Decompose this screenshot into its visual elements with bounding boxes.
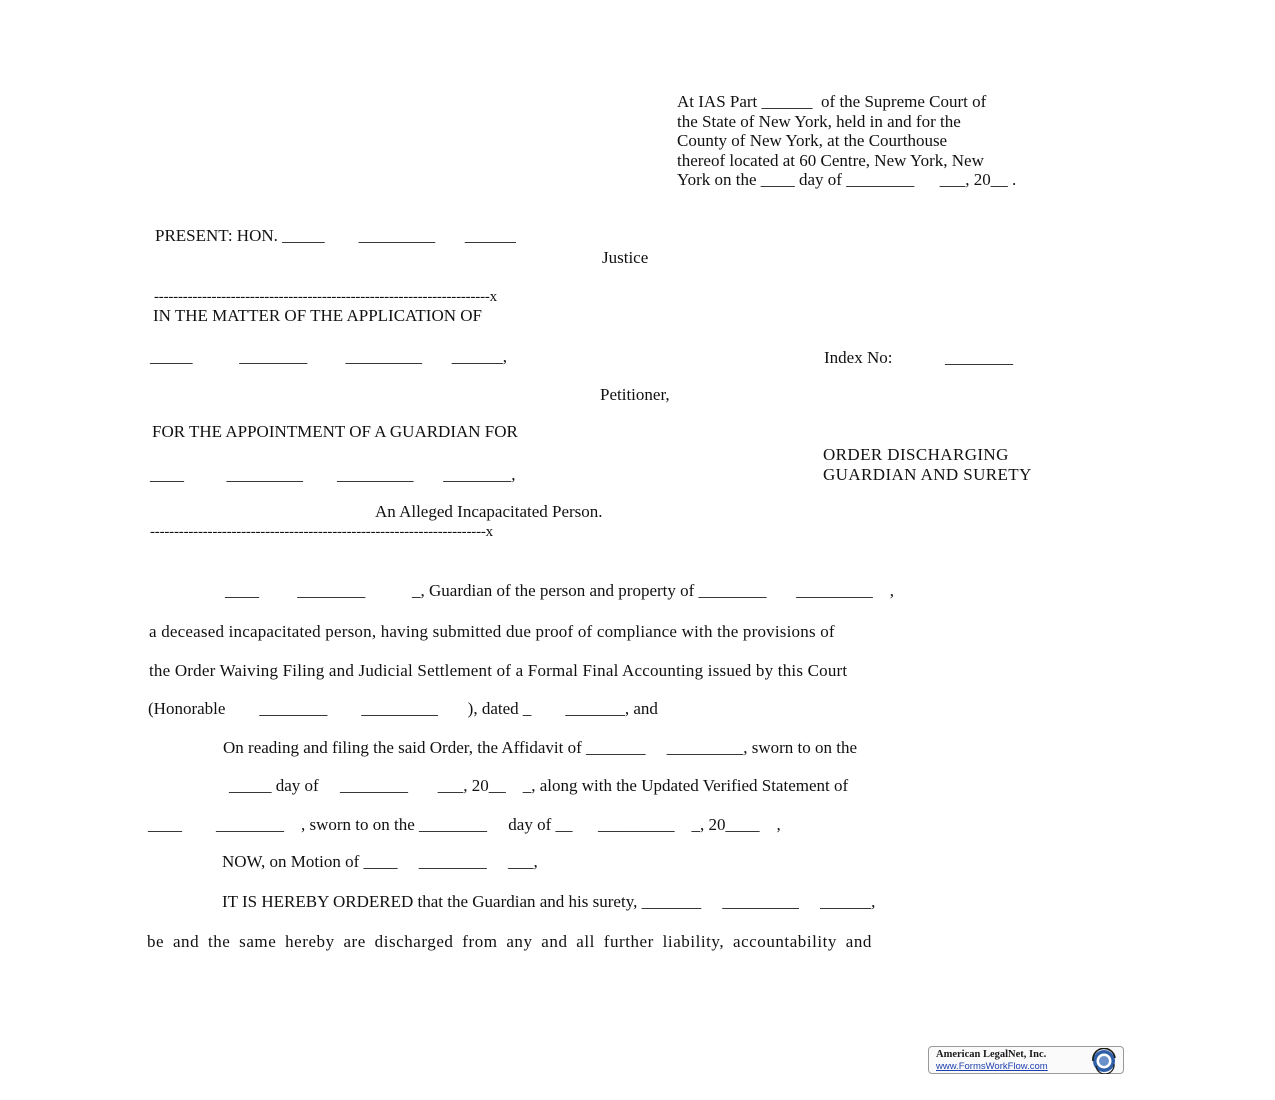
petitioner-name-blanks: _____ ________ _________ ______, [150,347,507,366]
logo-url-link[interactable]: www.FormsWorkFlow.com [936,1061,1048,1072]
body-para1-line2: a deceased incapacitated person, having submitted due proof of compliance with the provisions of [149,622,835,641]
body-para1-line4: (Honorable ________ _________ ), dated _ _______, and [148,699,658,718]
divider-top: ----------------------------------------------------------------------x [154,289,497,305]
caption-line-2: the State of New York, held in and for the [677,111,961,131]
aip-label: An Alleged Incapacitated Person. [375,502,603,521]
index-number-blank: ________ [945,348,1013,367]
body-para2-line1: On reading and filing the said Order, the Affidavit of _______ _________, sworn to on the [223,738,858,757]
body-ordered-line2: be and the same hereby are discharged from any and all further liability, accountability and [147,932,872,951]
order-title-line-2: GUARDIAN AND SURETY [823,465,1032,484]
body-para2-line2: _____ day of ________ ___, 20__ _, along with the Updated Verified Statement of [229,776,849,795]
divider-bottom: ----------------------------------------------------------------------x [150,524,493,540]
caption-line-5: York on the ____ day of ________ ___, 20__ . [677,170,1017,189]
logo-company-name: American LegalNet, Inc. [936,1049,1047,1060]
american-legalnet-logo[interactable] [928,1046,1124,1074]
index-number-label: Index No: [824,348,893,367]
court-caption [677,92,1137,190]
justice-label: Justice [602,248,649,267]
order-title-line-1: ORDER DISCHARGING [823,445,1009,464]
caption-line-3: County of New York, at the Courthouse [677,131,948,150]
present-hon-line: PRESENT: HON. _____ _________ ______ [155,226,516,245]
caption-line-4: thereof located at 60 Centre, New York, New [677,150,984,170]
body-para1-line1: ____ ________ _, Guardian of the person and property of ________ _________ , [225,581,895,600]
matter-heading: IN THE MATTER OF THE APPLICATION OF [153,306,483,325]
body-motion-line: NOW, on Motion of ____ ________ ___, [222,852,538,871]
body-para2-line3: ____ ________ , sworn to on the ________ day of __ _________ _, 20____ , [148,815,781,834]
caption-line-1: At IAS Part ______ of the Supreme Court of [677,92,987,111]
appointment-heading: FOR THE APPOINTMENT OF A GUARDIAN FOR [152,422,518,441]
body-ordered-line1: IT IS HEREBY ORDERED that the Guardian and his surety, _______ _________ ______, [222,892,876,911]
petitioner-label: Petitioner, [600,385,670,404]
aip-name-blanks: ____ _________ _________ ________, [150,465,516,484]
body-para1-line3: the Order Waiving Filing and Judicial Settlement of a Formal Final Accounting issued by this Court [149,661,848,680]
globe-swirl-icon [1087,1048,1121,1074]
